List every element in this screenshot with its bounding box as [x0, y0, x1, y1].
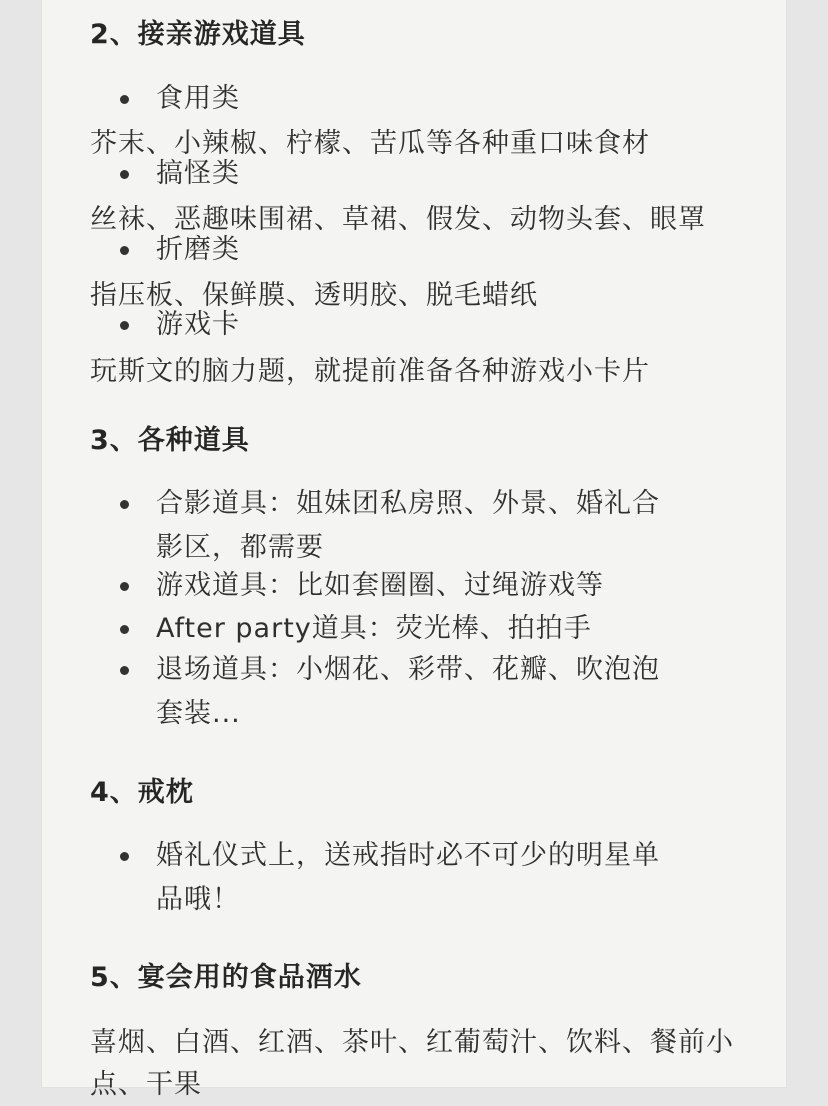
list-item-text: 退场道具：小烟花、彩带、花瓣、吹泡泡套装... [156, 654, 660, 729]
list-item [120, 152, 720, 196]
list-item [120, 648, 680, 736]
bullet-icon [120, 95, 129, 104]
section-heading-games: 2、接亲游戏道具 [90, 19, 306, 50]
list-item [120, 564, 720, 608]
list-item-label: 游戏卡 [156, 309, 240, 340]
list-item [120, 607, 720, 651]
bullet-icon [120, 500, 129, 509]
bullet-icon [120, 582, 129, 591]
section-heading-props: 3、各种道具 [90, 425, 250, 456]
list-item [120, 482, 680, 570]
list-item-detail: 芥末、小辣椒、柠檬、苦瓜等各种重口味食材 [90, 128, 650, 159]
bullet-icon [120, 852, 129, 861]
list-item-label: 折磨类 [156, 234, 240, 265]
list-item [120, 228, 720, 272]
list-item-text: 婚礼仪式上，送戒指时必不可少的明星单品哦！ [156, 840, 660, 915]
list-item-detail: 指压板、保鲜膜、透明胶、脱毛蜡纸 [90, 280, 538, 311]
list-item-text: 游戏道具：比如套圈圈、过绳游戏等 [156, 570, 604, 601]
note-page [42, 0, 786, 1100]
bullet-icon [120, 170, 129, 179]
bullet-icon [120, 321, 129, 330]
section-heading-banquet: 5、宴会用的食品酒水 [90, 962, 362, 993]
list-item-detail: 玩斯文的脑力题，就提前准备各种游戏小卡片 [90, 356, 650, 387]
list-item [120, 77, 720, 121]
bullet-icon [120, 625, 129, 634]
list-item [120, 834, 680, 922]
list-item [120, 303, 720, 347]
section-heading-ring-pillow: 4、戒枕 [90, 777, 194, 808]
list-item-detail: 丝袜、恶趣味围裙、草裙、假发、动物头套、眼罩 [90, 204, 706, 235]
list-item-label: 搞怪类 [156, 158, 240, 189]
list-item-text: 合影道具：姐妹团私房照、外景、婚礼合影区，都需要 [156, 488, 660, 563]
bullet-icon [120, 666, 129, 675]
bullet-icon [120, 246, 129, 255]
banquet-items-text: 喜烟、白酒、红酒、茶叶、红葡萄汁、饮料、餐前小点、干果 [90, 1027, 734, 1100]
list-item-text: After party道具：荧光棒、拍拍手 [156, 613, 592, 644]
list-item-label: 食用类 [156, 83, 240, 114]
